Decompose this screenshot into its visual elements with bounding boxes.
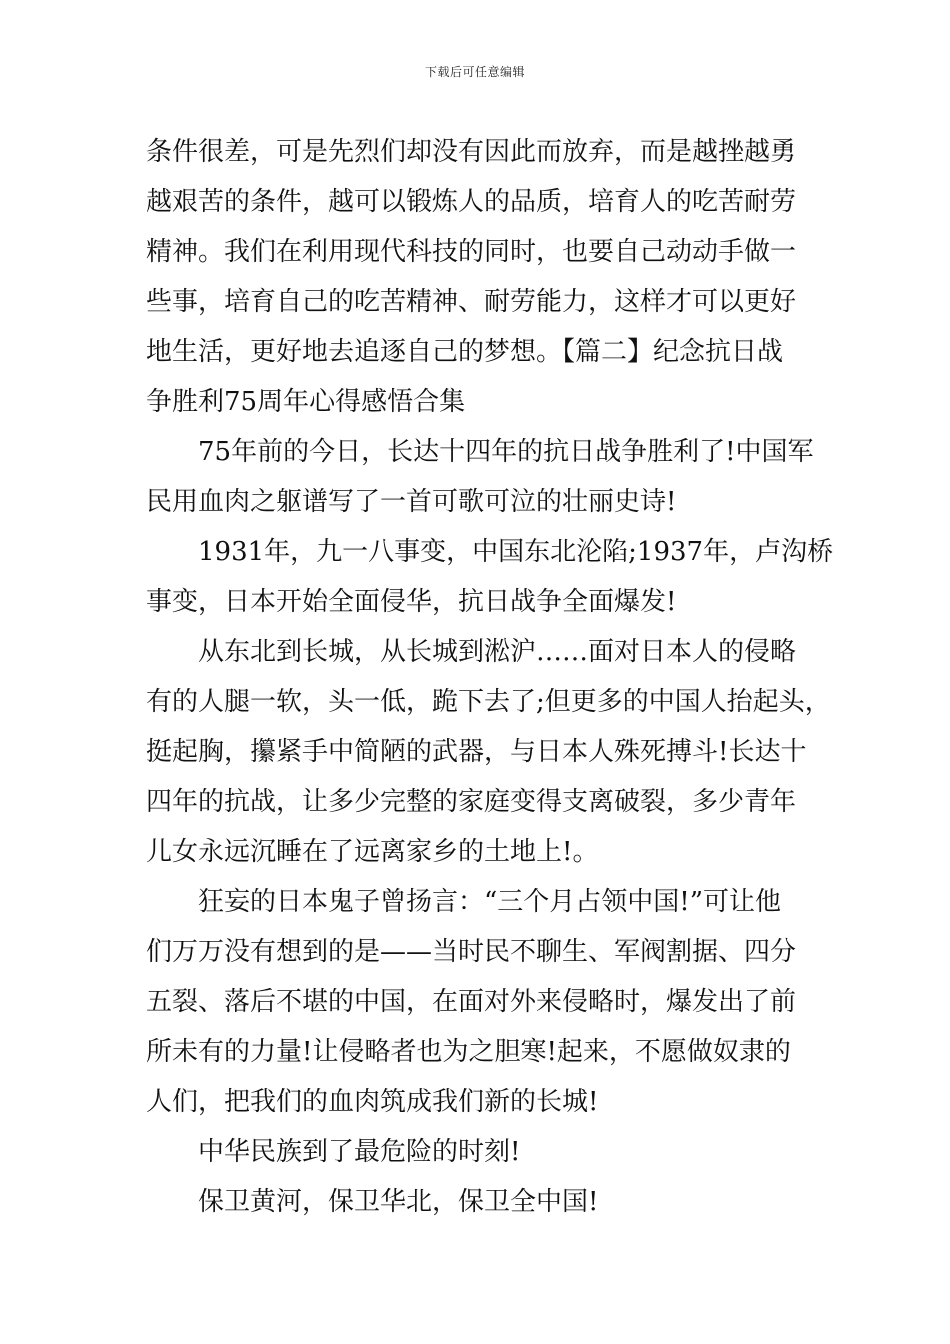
text-line: 精神。我们在利用现代科技的同时，也要自己动动手做一 — [146, 237, 797, 267]
text-line: 四年的抗战，让多少完整的家庭变得支离破裂，多少青年 — [146, 787, 797, 817]
paragraph-start-line: 1931年，九一八事变，中国东北沦陷;1937年，卢沟桥 — [198, 537, 834, 567]
body-text — [146, 127, 834, 1227]
text-line: 挺起胸，攥紧手中简陋的武器，与日本人殊死搏斗!长达十 — [146, 737, 807, 767]
text-line: 人们，把我们的血肉筑成我们新的长城! — [146, 1087, 599, 1117]
page-header: 下载后可任意编辑 — [424, 65, 525, 79]
paragraph-start-line: 中华民族到了最危险的时刻! — [198, 1137, 521, 1167]
text-line: 争胜利75周年心得感悟合集 — [146, 387, 466, 417]
text-line: 地生活，更好地去追逐自己的梦想。【篇二】纪念抗日战 — [146, 337, 784, 367]
text-line: 所未有的力量!让侵略者也为之胆寒!起来，不愿做奴隶的 — [146, 1037, 791, 1067]
paragraph-start-line: 从东北到长城，从长城到淞沪……面对日本人的侵略 — [198, 637, 797, 667]
paragraph-start-line: 75年前的今日，长达十四年的抗日战争胜利了!中国军 — [198, 437, 814, 467]
paragraph-start-line: 狂妄的日本鬼子曾扬言：“三个月占领中国!”可让他 — [198, 887, 782, 917]
text-line: 些事，培育自己的吃苦精神、耐劳能力，这样才可以更好 — [146, 287, 797, 317]
text-line: 五裂、落后不堪的中国，在面对外来侵略时，爆发出了前 — [146, 987, 797, 1017]
text-line: 事变，日本开始全面侵华，抗日战争全面爆发! — [146, 587, 677, 617]
text-line: 有的人腿一软，头一低，跪下去了;但更多的中国人抬起头， — [146, 687, 831, 717]
text-line: 条件很差，可是先烈们却没有因此而放弃，而是越挫越勇 — [146, 137, 797, 167]
text-line: 越艰苦的条件，越可以锻炼人的品质，培育人的吃苦耐劳 — [146, 187, 797, 217]
text-line: 民用血肉之躯谱写了一首可歌可泣的壮丽史诗! — [146, 487, 677, 517]
text-line: 们万万没有想到的是——当时民不聊生、军阀割据、四分 — [146, 937, 797, 967]
text-line: 儿女永远沉睡在了远离家乡的土地上!。 — [146, 837, 599, 867]
paragraph-start-line: 保卫黄河，保卫华北，保卫全中国! — [198, 1187, 599, 1217]
